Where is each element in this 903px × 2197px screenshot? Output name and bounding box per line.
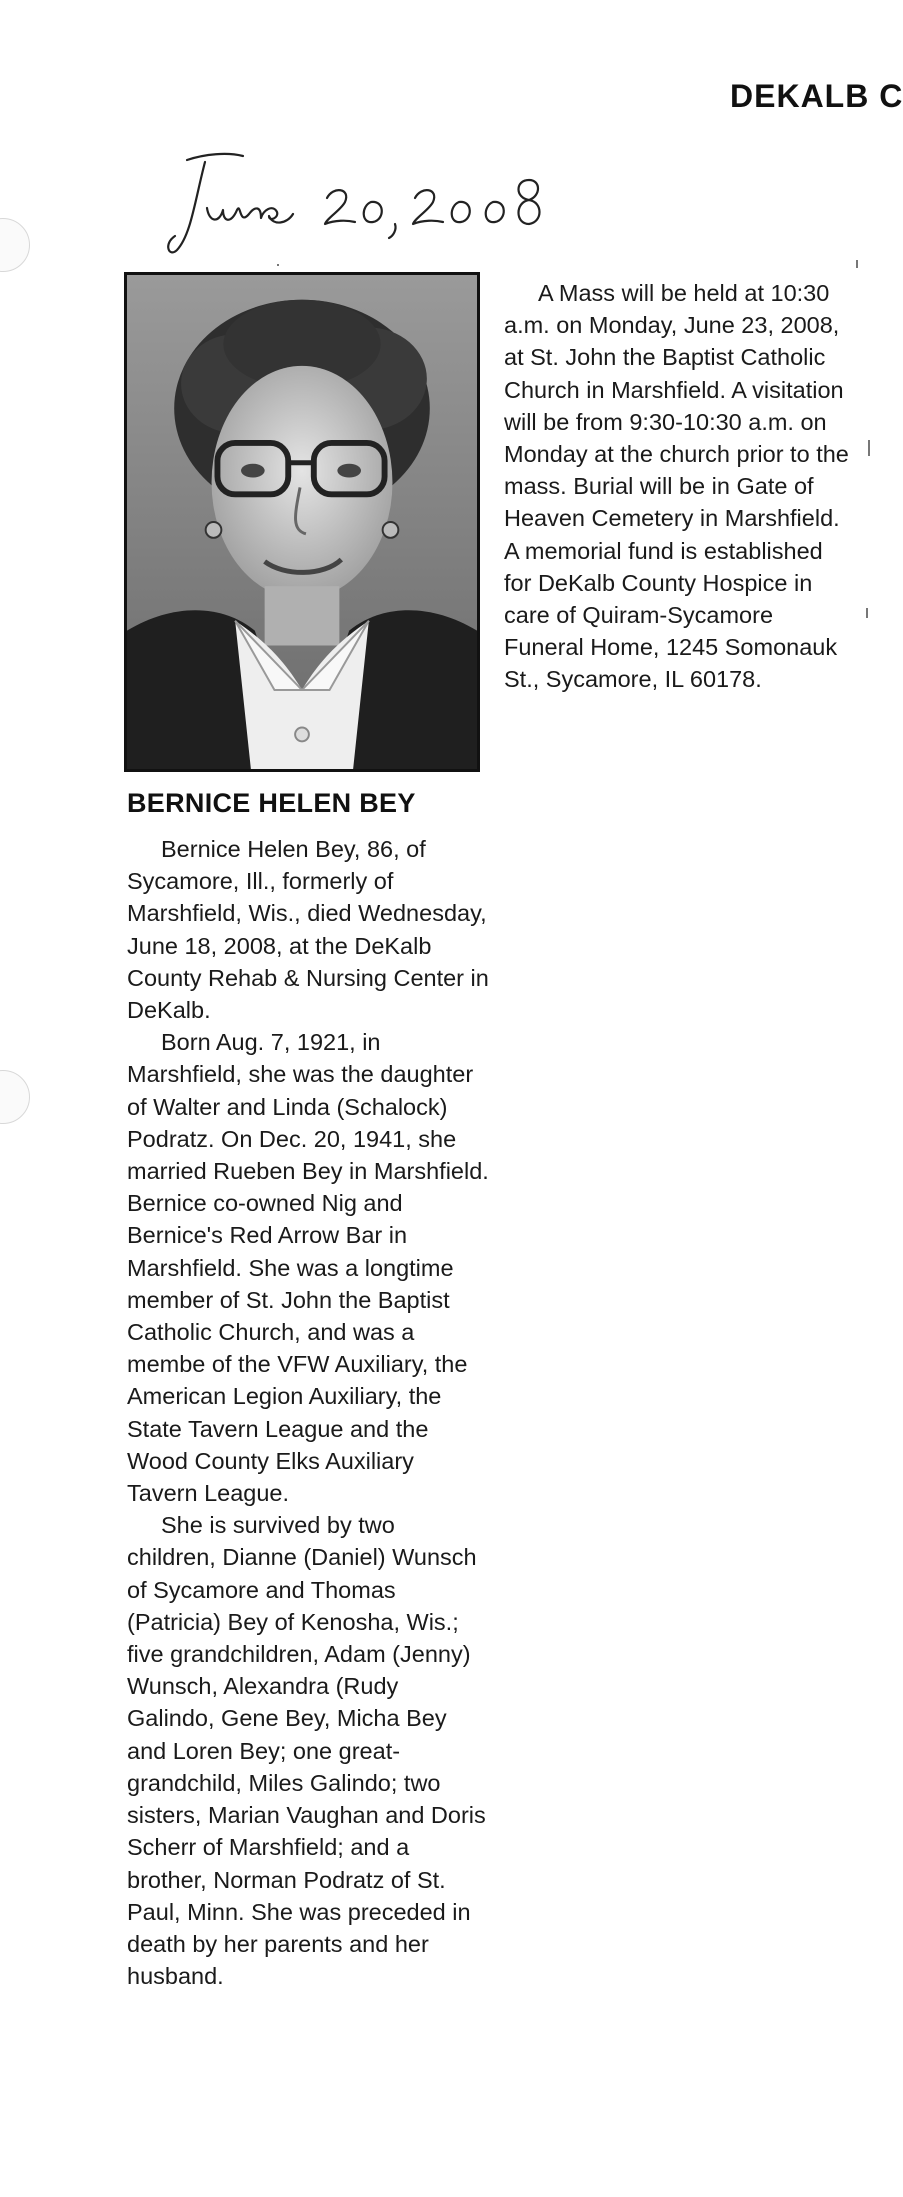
handwritten-date (165, 140, 565, 270)
obituary-paragraph-services: A Mass will be held at 10:30 a.m. on Monday, June 23, 2008, at St. John the Baptist Catholic Church in Marshfield. A visitation will be from 9:30-10:30 a.m. on Monday at the church prior to the mass. Burial will be in Gate of Heaven Cemetery in Marshfield. A memorial fund is established for DeKalb County Hospice in care of Quiram-Sycamore Funeral Home, 1245 Somonauk St., Sycamore, IL 60178. (504, 280, 849, 693)
obituary-paragraph-death: Bernice Helen Bey, 86, of Sycamore, Ill., formerly of Marshfield, Wis., died Wednesday, June 18, 2008, at the DeKalb County Rehab & Nursing Center in DeKalb. (127, 836, 489, 1024)
scan-speck (866, 608, 868, 618)
portrait-photo (124, 272, 480, 772)
scan-speck (277, 264, 279, 266)
obituary-headline: BERNICE HELEN BEY (127, 788, 416, 818)
obituary-right-column (504, 277, 856, 696)
scan-speck (868, 440, 870, 456)
scan-speck (856, 260, 858, 268)
obituary-paragraph-biography: Born Aug. 7, 1921, in Marshfield, she was the daughter of Walter and Linda (Schalock) Podratz. On Dec. 20, 1941, she married Rueben Bey in Marshfield. Bernice co-owned Nig and Bernice's Red Arrow Bar in Marshfield. She was a longtime member of St. John the Baptist Catholic Church, and was a membe of the VFW Auxiliary, the American Legion Auxiliary, the State Tavern League and the Wood County Elks Auxiliary Tavern League. (127, 1029, 489, 1507)
newspaper-masthead: DEKALB C (730, 78, 903, 114)
obituary-left-column (127, 833, 489, 1992)
punch-hole (0, 1070, 30, 1124)
punch-hole (0, 218, 30, 272)
obituary-paragraph-survivors: She is survived by two children, Dianne (Daniel) Wunsch of Sycamore and Thomas (Patricia) Bey of Kenosha, Wis.; five grandchildren, Adam (Jenny) Wunsch, Alexandra (Rudy Galindo, Gene Bey, Micha Bey and Loren Bey; one great-grandchild, Miles Galindo; two sisters, Marian Vaughan and Doris Scherr of Marshfield; and a brother, Norman Podratz of St. Paul, Minn. She was preceded in death by her parents and her husband. (127, 1512, 486, 1990)
